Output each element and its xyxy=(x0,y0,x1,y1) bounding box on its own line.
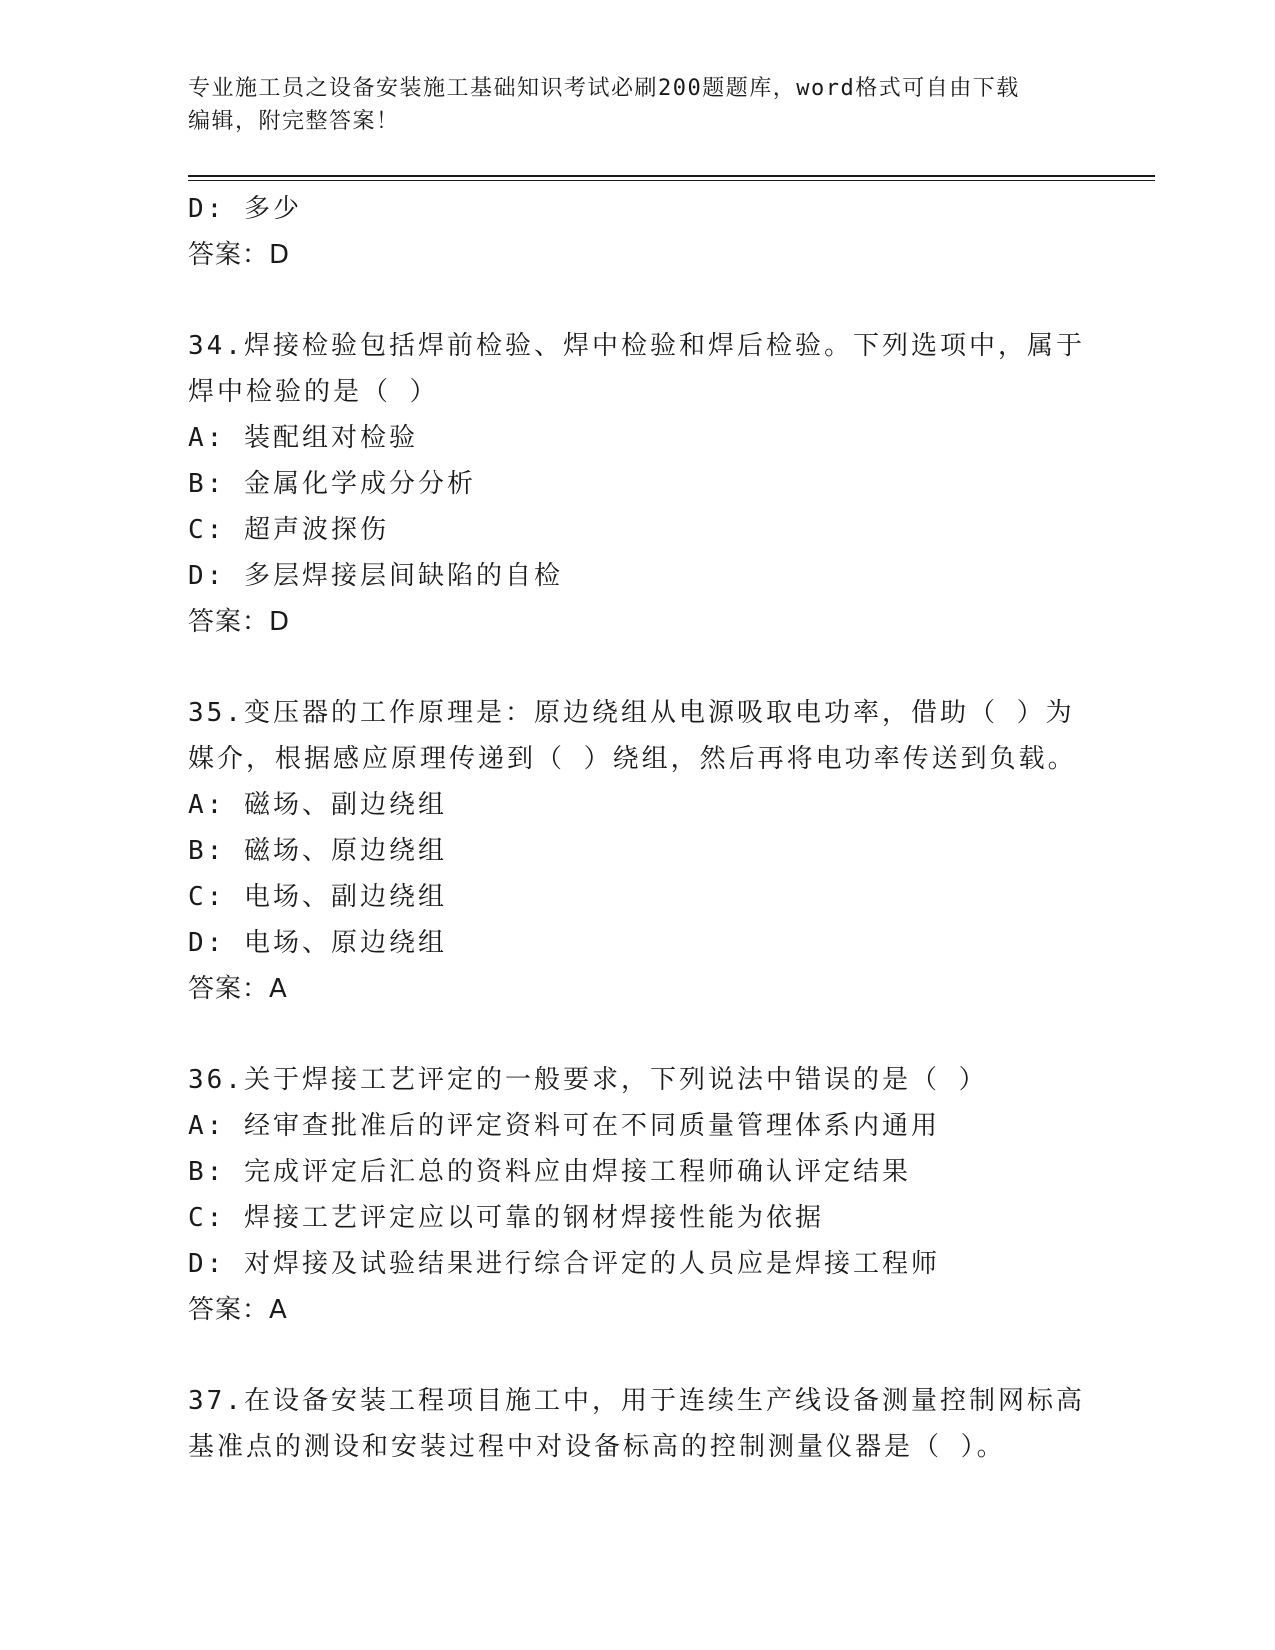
question-stem-line: 焊中检验的是（ ） xyxy=(188,377,439,407)
question-stem-line: 35.变压器的工作原理是：原边绕组从电源吸取电功率，借助（ ）为 xyxy=(188,698,1075,728)
option-a: A: 经审查批准后的评定资料可在不同质量管理体系内通用 xyxy=(188,1111,940,1141)
spacer xyxy=(188,278,1088,323)
option-b: B: 金属化学成分分析 xyxy=(188,469,476,499)
option-a: A: 装配组对检验 xyxy=(188,423,418,453)
option-b: B: 磁场、原边绕组 xyxy=(188,836,447,866)
question-33-tail xyxy=(188,186,1088,278)
option-d: D: 电场、原边绕组 xyxy=(188,928,447,958)
spacer xyxy=(188,645,1088,690)
header-divider-thin xyxy=(188,180,1155,181)
question-stem-line: 34.焊接检验包括焊前检验、焊中检验和焊后检验。下列选项中，属于 xyxy=(188,331,1085,361)
question-stem-line: 36.关于焊接工艺评定的一般要求，下列说法中错误的是（ ） xyxy=(188,1065,988,1095)
header-title-line-2: 编辑，附完整答案！ xyxy=(188,109,400,134)
option-d: D: 对焊接及试验结果进行综合评定的人员应是焊接工程师 xyxy=(188,1249,940,1279)
answer-line: 答案：A xyxy=(188,1295,288,1325)
option-c: C: 焊接工艺评定应以可靠的钢材焊接性能为依据 xyxy=(188,1203,824,1233)
option-c: C: 超声波探伤 xyxy=(188,515,389,545)
spacer xyxy=(188,1333,1088,1378)
header-title-line-1: 专业施工员之设备安装施工基础知识考试必刷200题题库，word格式可自由下载 xyxy=(188,76,1020,101)
answer-line: 答案：A xyxy=(188,974,288,1004)
question-stem-line: 媒介，根据感应原理传递到（ ）绕组，然后再将电功率传送到负载。 xyxy=(188,744,1077,774)
header-divider-thick xyxy=(188,175,1155,177)
question-list xyxy=(188,186,1088,1470)
option-d: D: 多层焊接层间缺陷的自检 xyxy=(188,561,563,591)
option-c: C: 电场、副边绕组 xyxy=(188,882,447,912)
spacer xyxy=(188,1012,1088,1057)
question-34 xyxy=(188,323,1088,645)
document-header xyxy=(188,72,1078,138)
option-d: D: 多少 xyxy=(188,194,302,224)
option-a: A: 磁场、副边绕组 xyxy=(188,790,447,820)
question-35 xyxy=(188,690,1088,1012)
question-36 xyxy=(188,1057,1088,1333)
answer-line: 答案：D xyxy=(188,240,291,270)
answer-line: 答案：D xyxy=(188,607,291,637)
question-stem-line: 基准点的测设和安装过程中对设备标高的控制测量仪器是（ ）。 xyxy=(188,1432,1006,1462)
question-stem-line: 37.在设备安装工程项目施工中，用于连续生产线设备测量控制网标高 xyxy=(188,1386,1085,1416)
option-b: B: 完成评定后汇总的资料应由焊接工程师确认评定结果 xyxy=(188,1157,911,1187)
question-37 xyxy=(188,1378,1088,1470)
